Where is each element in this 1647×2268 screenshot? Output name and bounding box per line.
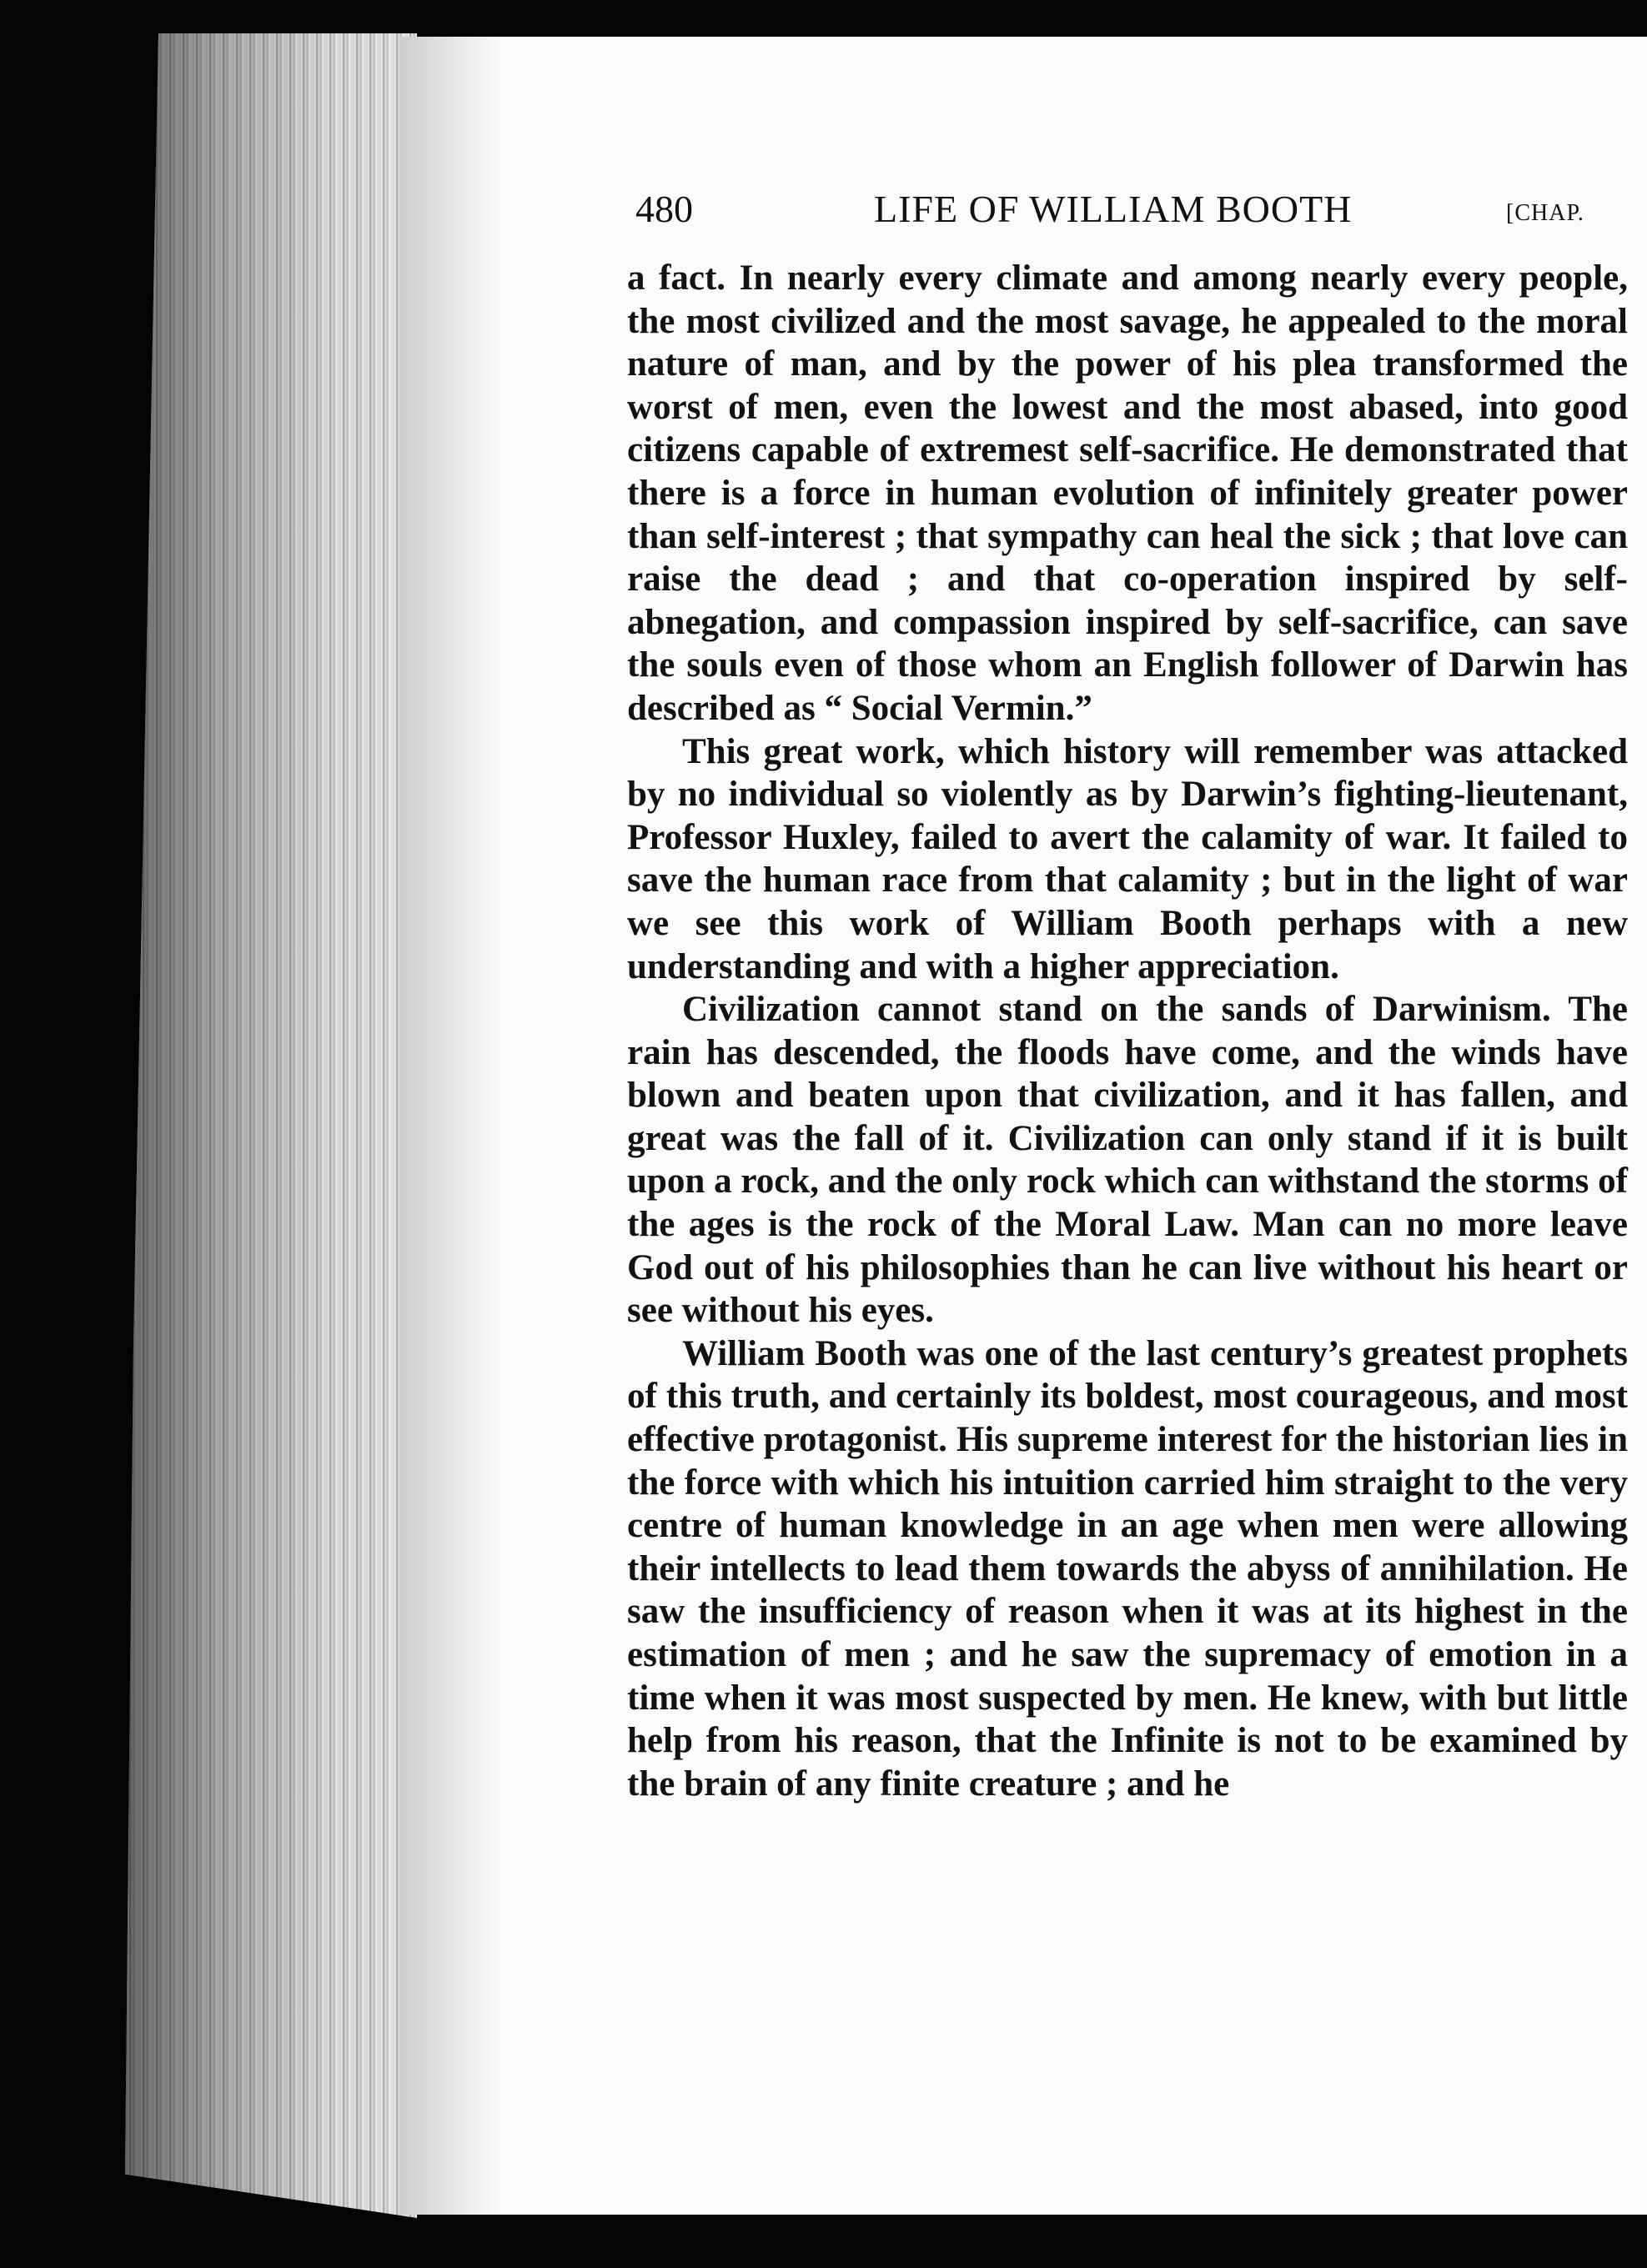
gutter-shadow xyxy=(400,37,500,2215)
paragraph-2: This great work, which history will remember was attacked by no individual so violently as by Darwin’s fighting-lieutenant, Professor Huxley, failed to avert the calamity of war. It failed to save the human race from that calamity ; but in the light of war we see this work of William Booth perhaps with a new understanding and with a higher appreciation. xyxy=(627,731,1628,986)
page-edge-shadow xyxy=(125,33,417,2218)
paragraph-4: William Booth was one of the last century’s greatest prophets of this truth, and certainly its boldest, most courageous, and most effective protagonist. His supreme interest for the historian lies in the force with which his intuition carried him straight to the very centre of human knowledge in an age when men were allowing their intellects to lead them towards the abyss of annihilation. He saw the insufficiency of reason when it was at its highest in the estimation of men ; and he saw the supremacy of emotion in a time when it was most suspected by men. He knew, with but little help from his reason, that the Infinite is not to be examined by the brain of any finite creature ; and he xyxy=(627,1333,1628,1804)
paragraph-3: Civilization cannot stand on the sands of Darwinism. The rain has descended, the floods have come, and the winds have blown and beaten upon that civilization, and it has fallen, and great was the fall of it. Civilization can only stand if it is built upon a rock, and the only rock which can withstand the storms of the ages is the rock of the Moral Law. Man can no more leave God out of his philosophies than he can live without his heart or see without his eyes. xyxy=(627,990,1628,1331)
page-number: 480 xyxy=(635,188,693,230)
chapter-mark: [CHAP. xyxy=(1506,200,1584,226)
body-text xyxy=(627,257,1628,1805)
paragraph-1: a fact. In nearly every climate and among nearly every people, the most civilized and the most savage, he appealed to the moral nature of man, and by the power of his plea transformed the worst of men, even the lowest and the most abased, into good citizens capable of extremest self-sacrifice. He demonstrated that there is a force in human evolution of infinitely greater power than self-interest ; that sympathy can heal the sick ; that love can raise the dead ; and that co-operation inspired by self-abnegation, and compassion inspired by self-sacrifice, can save the souls even of those whom an English follower of Darwin has described as “ Social Vermin.” xyxy=(627,258,1628,728)
running-title: LIFE OF WILLIAM BOOTH xyxy=(874,188,1353,230)
